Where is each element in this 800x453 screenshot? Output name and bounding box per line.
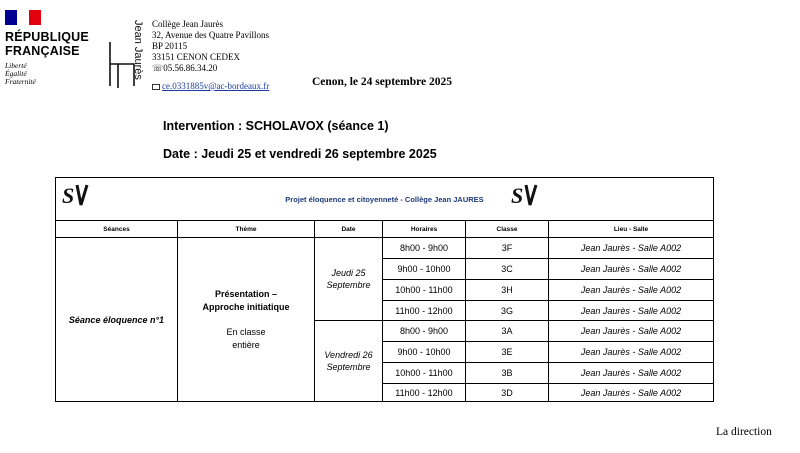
theme-cell (178, 238, 314, 401)
lieu-cell: Jean Jaurès - Salle A002 (580, 243, 682, 253)
horaire-cell: 9h00 - 10h00 (397, 347, 451, 357)
letter-date: Cenon, le 24 septembre 2025 (312, 76, 453, 88)
lieu-cell: Jean Jaurès - Salle A002 (580, 305, 682, 316)
rf-title (5, 30, 97, 58)
svg-text:S: S (62, 183, 75, 208)
envelope-icon (152, 84, 160, 90)
horaire-cell: 11h00 - 12h00 (395, 387, 453, 398)
phone-icon: ☏ (152, 63, 164, 73)
flag-red-stripe (29, 10, 41, 25)
horaire-cell: 8h00 - 9h00 (399, 243, 449, 253)
lieu-cell: Jean Jaurès - Salle A002 (580, 347, 682, 357)
rf-motto (5, 62, 97, 86)
classe-cell: 3B (501, 368, 513, 378)
school-address (152, 19, 269, 92)
classe-cell: 3G (500, 305, 513, 316)
theme-line2: Approche initiatique (202, 301, 290, 312)
lieu-cell: Jean Jaurès - Salle A002 (580, 264, 682, 274)
classe-cell: 3H (501, 285, 513, 295)
col-header-lieu: Lieu - Salle (613, 225, 649, 233)
classe-cell: 3C (501, 264, 513, 274)
theme-sub1: En classe (226, 326, 266, 337)
date1-line1: Jeudi 25 (331, 268, 366, 278)
french-flag-icon (5, 10, 41, 25)
classe-cell: 3F (501, 243, 513, 253)
date2-line2: Septembre (326, 362, 371, 372)
classe-cell: 3D (501, 387, 513, 398)
theme-sub2: entière (232, 339, 260, 350)
col-header-theme: Thème (235, 225, 257, 233)
col-header-seances: Séances (103, 225, 130, 233)
classe-cell: 3A (501, 326, 513, 336)
intervention-heading: Intervention : SCHOLAVOX (séance 1) (163, 119, 389, 133)
signature: La direction (716, 426, 772, 438)
date1-line2: Septembre (326, 280, 371, 290)
school-city: 33151 CENON CEDEX (152, 52, 240, 62)
school-street: 32, Avenue des Quatre Pavillons (152, 30, 270, 40)
lieu-cell: Jean Jaurès - Salle A002 (580, 387, 682, 398)
theme-line1: Présentation – (214, 288, 278, 299)
lieu-cell: Jean Jaurès - Salle A002 (580, 285, 682, 295)
motto-liberte: Liberté (5, 61, 27, 70)
classe-cell: 3E (501, 347, 513, 357)
svg-text:S: S (511, 183, 524, 208)
republique-francaise-logo (5, 10, 97, 86)
school-phone (152, 63, 269, 74)
lieu-cell: Jean Jaurès - Salle A002 (580, 368, 682, 378)
school-bp: BP 20115 (152, 41, 188, 51)
lieu-cell: Jean Jaurès - Salle A002 (580, 326, 682, 336)
logo-text-jean-jaures: Jean Jaurès (132, 20, 144, 80)
horaire-cell: 11h00 - 12h00 (395, 305, 453, 316)
jean-jaures-logo (104, 12, 142, 90)
school-phone-number: 05.56.86.34.20 (163, 63, 218, 73)
date2-line1: Vendredi 26 (324, 350, 373, 360)
table-title: Projet éloquence et citoyenneté - Collège Jean JAURES (285, 194, 484, 204)
dates-heading: Date : Jeudi 25 et vendredi 26 septembre 2025 (163, 147, 437, 161)
chair-drawing (110, 42, 134, 88)
rf-title-line1: RÉPUBLIQUE (5, 30, 89, 44)
date-cell-vendredi (315, 321, 382, 401)
flag-blue-stripe (5, 10, 17, 25)
seance-cell: Séance éloquence n°1 (68, 314, 165, 325)
school-name: Collège Jean Jaurès (152, 19, 223, 29)
horaire-cell: 10h00 - 11h00 (395, 285, 453, 295)
school-email-row (152, 81, 269, 92)
motto-egalite: Égalité (5, 69, 27, 78)
motto-fraternite: Fraternité (5, 77, 36, 86)
horaire-cell: 9h00 - 10h00 (397, 264, 451, 274)
horaire-cell: 10h00 - 11h00 (395, 368, 453, 378)
rf-title-line2: FRANÇAISE (5, 44, 80, 58)
col-header-classe: Classe (496, 225, 518, 233)
school-email-link[interactable]: ce.0331885v@ac-bordeaux.fr (162, 81, 270, 91)
col-header-date: Date (341, 225, 356, 233)
col-header-horaires: Horaires (410, 225, 438, 233)
flag-white-stripe (17, 10, 29, 25)
schedule-table (55, 177, 714, 402)
horaire-cell: 8h00 - 9h00 (399, 326, 449, 336)
date-cell-jeudi (315, 238, 382, 320)
